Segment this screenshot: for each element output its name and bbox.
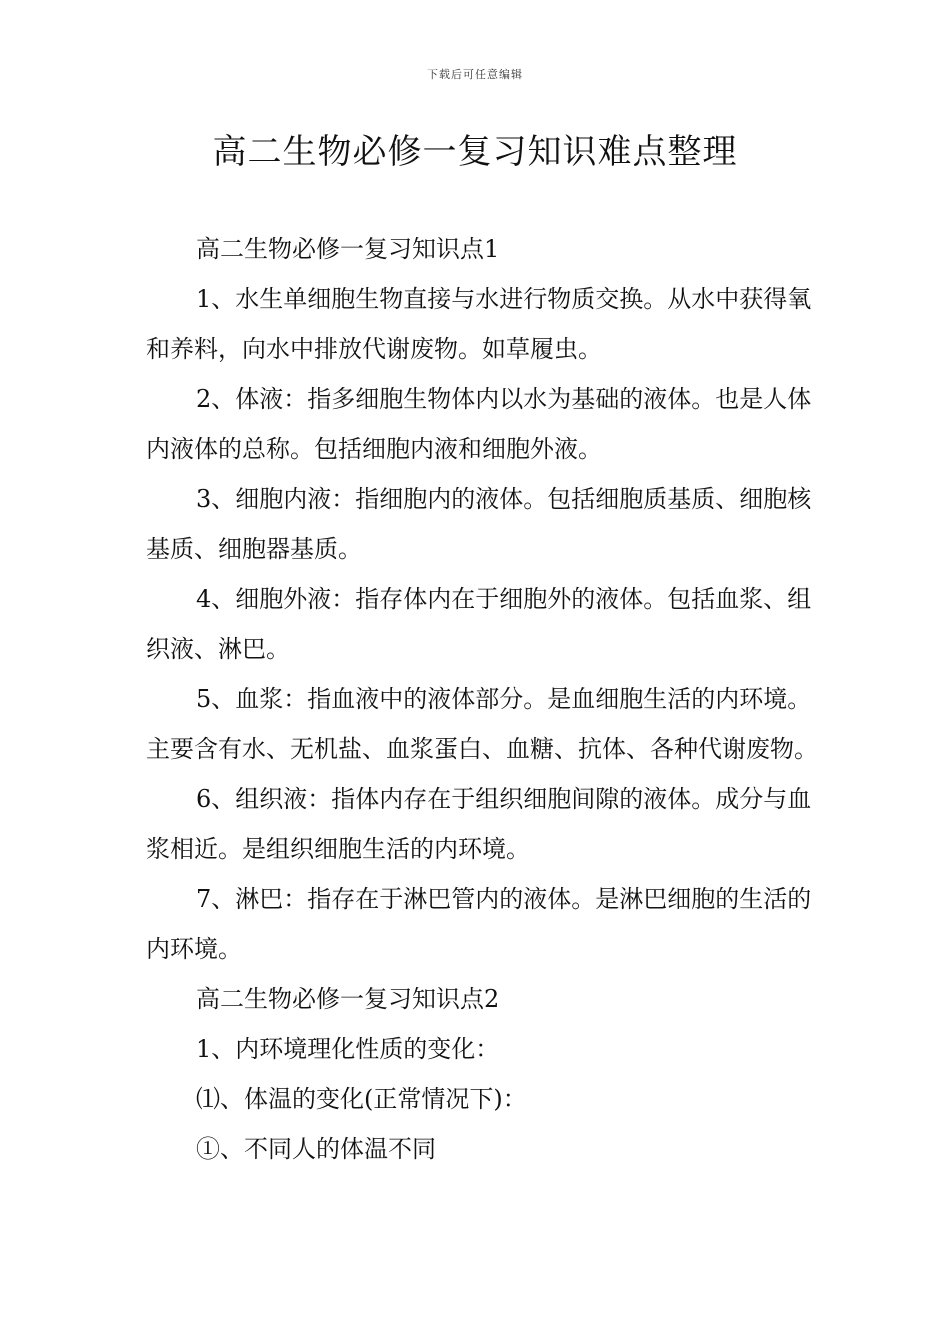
section-heading-1: 高二生物必修一复习知识点1 bbox=[196, 235, 500, 263]
document-title: 高二生物必修一复习知识难点整理 bbox=[212, 132, 738, 172]
paragraph-8: 1、内环境理化性质的变化： bbox=[196, 1035, 500, 1063]
paragraph-9: ⑴、体温的变化(正常情况下)： bbox=[196, 1085, 527, 1113]
document-body bbox=[146, 224, 826, 1174]
paragraph-3: 3、细胞内液：指细胞内的液体。包括细胞质基质、细胞核基质、细胞器基质。 bbox=[146, 485, 812, 563]
paragraph-6: 6、组织液：指体内存在于组织细胞间隙的液体。成分与血浆相近。是组织细胞生活的内环境。 bbox=[146, 785, 812, 863]
paragraph-4: 4、细胞外液：指存体内在于细胞外的液体。包括血浆、组织液、淋巴。 bbox=[146, 585, 812, 663]
paragraph-5: 5、血浆：指血液中的液体部分。是血细胞生活的内环境。主要含有水、无机盐、血浆蛋白、血糖、抗体、各种代谢废物。 bbox=[146, 685, 818, 763]
paragraph-2: 2、体液：指多细胞生物体内以水为基础的液体。也是人体内液体的总称。包括细胞内液和细胞外液。 bbox=[146, 385, 812, 463]
section-heading-2: 高二生物必修一复习知识点2 bbox=[196, 985, 500, 1013]
paragraph-1: 1、水生单细胞生物直接与水进行物质交换。从水中获得氧和养料，向水中排放代谢废物。如草履虫。 bbox=[146, 285, 812, 363]
header-note: 下载后可任意编辑 bbox=[427, 68, 523, 81]
paragraph-7: 7、淋巴：指存在于淋巴管内的液体。是淋巴细胞的生活的内环境。 bbox=[146, 885, 812, 963]
paragraph-10: ①、不同人的体温不同 bbox=[196, 1135, 436, 1163]
